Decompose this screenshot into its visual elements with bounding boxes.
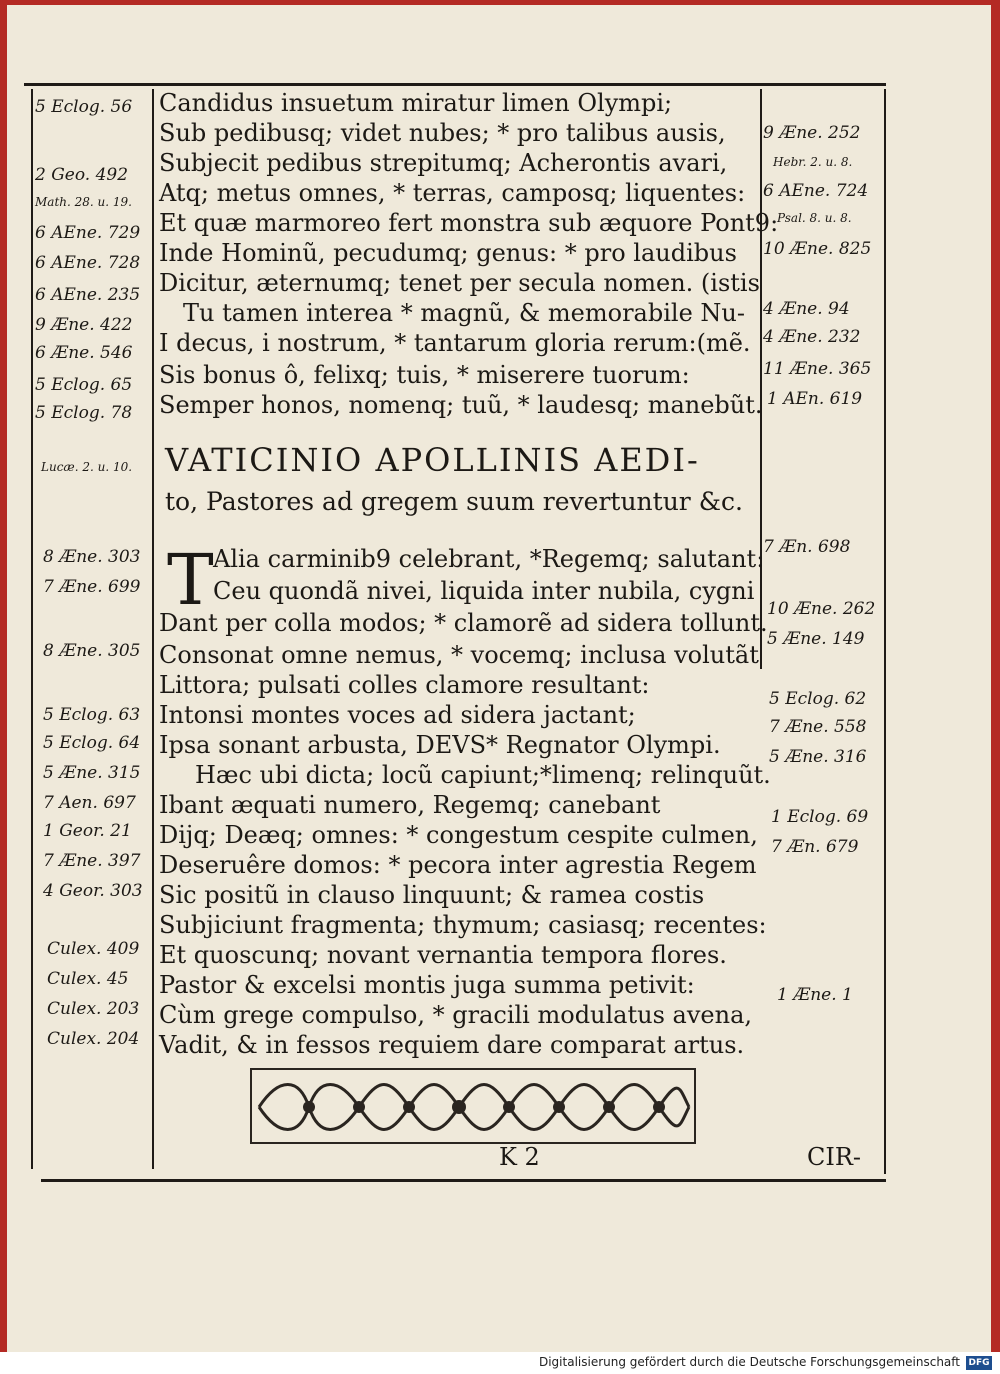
margin-reference: 5 Æne. 149	[767, 629, 865, 649]
text-line: Et quoscunq; novant vernantia tempora flores.	[159, 941, 727, 969]
text-line: Candidus insuetum miratur limen Olympi;	[159, 89, 673, 117]
margin-reference: 5 Eclog. 65	[35, 375, 133, 395]
text-line: Littora; pulsati colles clamore resultant:	[159, 671, 650, 699]
text-line: Pastor & excelsi montis juga summa petivit:	[159, 971, 695, 999]
margin-reference: 1 Eclog. 69	[771, 807, 869, 827]
margin-reference: 10 Æne. 825	[763, 239, 872, 259]
margin-reference: 2 Geo. 492	[35, 165, 129, 185]
margin-reference: 5 Æne. 316	[769, 747, 867, 767]
text-line: Ibant æquati numero, Regemq; canebant	[159, 791, 661, 819]
catchword: CIR-	[807, 1143, 862, 1171]
right-outer-rule	[884, 89, 886, 1174]
margin-reference: Culex. 45	[47, 969, 129, 989]
text-line: I decus, i nostrum, * tantarum gloria rerum:(mẽ.	[159, 329, 751, 357]
left-outer-rule	[31, 89, 33, 1169]
text-line: Atq; metus omnes, * terras, camposq; liquentes:	[159, 179, 746, 207]
margin-reference: 9 Æne. 252	[763, 123, 861, 143]
margin-reference: Lucæ. 2. u. 10.	[41, 460, 133, 474]
margin-reference: Culex. 203	[47, 999, 140, 1019]
margin-reference: 7 Æn. 679	[771, 837, 859, 857]
margin-reference: 7 Æn. 698	[763, 537, 851, 557]
text-line: Tu tamen interea * magnũ, & memorabile Nu-	[183, 299, 745, 327]
margin-reference: 1 Geor. 21	[43, 821, 132, 841]
margin-reference: 7 Aen. 697	[43, 793, 136, 813]
text-line: Consonat omne nemus, * vocemq; inclusa volutãt	[159, 641, 759, 669]
dfg-logo: DFG	[966, 1356, 992, 1370]
margin-reference: Culex. 204	[47, 1029, 140, 1049]
margin-reference: 7 Æne. 558	[769, 717, 867, 737]
margin-reference: 6 AEne. 235	[35, 285, 141, 305]
margin-reference: Culex. 409	[47, 939, 140, 959]
margin-reference: 6 AEne. 729	[35, 223, 141, 243]
section-heading: VATICINIO APOLLINIS AEDI-	[165, 441, 700, 479]
text-line: Ceu quondã nivei, liquida inter nubila, cygni	[213, 577, 755, 605]
margin-reference: Hebr. 2. u. 8.	[773, 155, 853, 169]
margin-reference: 6 Æne. 546	[35, 343, 133, 363]
margin-reference: 4 Æne. 232	[763, 327, 861, 347]
margin-reference: 4 Æne. 94	[763, 299, 850, 319]
text-line: Subjecit pedibus strepitumq; Acherontis avari,	[159, 149, 728, 177]
margin-reference: 1 AEn. 619	[767, 389, 863, 409]
margin-reference: 6 AEne. 728	[35, 253, 141, 273]
margin-reference: 5 Eclog. 78	[35, 403, 133, 423]
margin-reference: 7 Æne. 699	[43, 577, 141, 597]
margin-reference: 8 Æne. 303	[43, 547, 141, 567]
left-inner-rule	[152, 89, 154, 1169]
right-inner-rule	[760, 89, 762, 669]
margin-reference: 10 Æne. 262	[767, 599, 876, 619]
signature-mark: K 2	[499, 1143, 540, 1171]
text-line: Hæc ubi dicta; locũ capiunt;*limenq; relinquũt.	[195, 761, 771, 789]
margin-reference: 11 Æne. 365	[763, 359, 872, 379]
text-line: Dijq; Deæq; omnes: * congestum cespite culmen,	[159, 821, 758, 849]
text-line: Subjiciunt fragmenta; thymum; casiasq; recentes:	[159, 911, 767, 939]
text-line: Alia carminib9 celebrant, *Regemq; salutant:	[213, 545, 765, 573]
top-rule	[24, 83, 886, 86]
text-line: Sic positũ in clauso linquunt; & ramea costis	[159, 881, 705, 909]
margin-reference: 9 Æne. 422	[35, 315, 133, 335]
margin-reference: 5 Eclog. 62	[769, 689, 867, 709]
margin-reference: 5 Eclog. 64	[43, 733, 141, 753]
margin-reference: Psal. 8. u. 8.	[777, 211, 852, 225]
text-line: Sis bonus ô, felixq; tuis, * miserere tuorum:	[159, 361, 690, 389]
text-line: Cùm grege compulso, * gracili modulatus avena,	[159, 1001, 753, 1029]
text-line: Ipsa sonant arbusta, DEVS* Regnator Olympi.	[159, 731, 721, 759]
text-line: Deseruêre domos: * pecora inter agrestia Regem	[159, 851, 757, 879]
margin-reference: 6 AEne. 724	[763, 181, 869, 201]
text-line: Intonsi montes voces ad sidera jactant;	[159, 701, 636, 729]
book-page	[7, 5, 991, 1352]
margin-reference: 7 Æne. 397	[43, 851, 141, 871]
text-line: Et quæ marmoreo fert monstra sub æquore Pont9:	[159, 209, 779, 237]
margin-reference: 5 Æne. 315	[43, 763, 141, 783]
margin-reference: 5 Eclog. 63	[43, 705, 141, 725]
decorative-ornament	[249, 1067, 697, 1145]
text-line: Inde Hominũ, pecudumq; genus: * pro laudibus	[159, 239, 737, 267]
text-line: Semper honos, nomenq; tuũ, * laudesq; manebũt.	[159, 391, 763, 419]
text-line: Sub pedibusq; videt nubes; * pro talibus ausis,	[159, 119, 726, 147]
drop-cap: T	[167, 539, 214, 621]
section-heading-continued: to, Pastores ad gregem suum revertuntur &c.	[165, 487, 743, 516]
margin-reference: 4 Geor. 303	[43, 881, 143, 901]
text-line: Dicitur, æternumq; tenet per secula nomen. (istis	[159, 269, 760, 297]
text-line: Dant per colla modos; * clamorẽ ad sidera tollunt.	[159, 609, 768, 637]
margin-reference: 1 Æne. 1	[777, 985, 853, 1005]
margin-reference: 5 Eclog. 56	[35, 97, 133, 117]
footer-credit: Digitalisierung gefördert durch die Deutsche Forschungsgemeinschaft	[538, 1355, 960, 1369]
margin-reference: Math. 28. u. 19.	[35, 195, 132, 209]
bottom-rule	[41, 1179, 886, 1182]
margin-reference: 8 Æne. 305	[43, 641, 141, 661]
text-line: Vadit, & in fessos requiem dare comparat artus.	[159, 1031, 745, 1059]
